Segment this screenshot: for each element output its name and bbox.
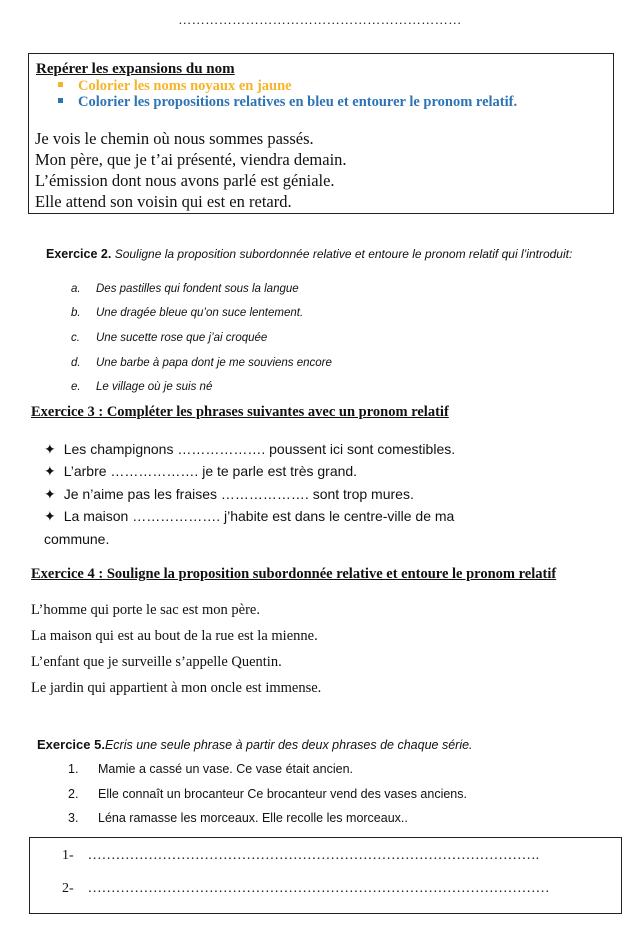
exercise-4-sentence: Le jardin qui appartient à mon oncle est immense.: [31, 680, 322, 696]
exercise-4-title: Exercice 4 : Souligne la proposition subordonnée relative et entoure le pronom relatif: [31, 566, 557, 582]
exercise-2-instruction: Exercice 2. Souligne la proposition subordonnée relative et entoure le pronom relatif qui l’introduit:: [46, 247, 573, 261]
sentence-1: Je vois le chemin où nous sommes passés.: [35, 129, 314, 148]
exercise-5-instruction: Exercice 5.Ecris une seule phrase à partir des deux phrases de chaque série.: [37, 737, 473, 752]
exercise-3-title: Exercice 3 : Compléter les phrases suivantes avec un pronom relatif: [31, 404, 449, 420]
square-bullet-icon: [58, 98, 63, 103]
exercise-3-line: ✦ L’arbre ………………. je te parle est très grand.: [44, 463, 358, 479]
exercise-3-continuation: commune.: [44, 531, 110, 547]
exercise-5-item: 2. Elle connaît un brocanteur Ce brocanteur vend des vases anciens.: [68, 787, 467, 801]
top-dotted-line: ………………………………………………………: [178, 12, 462, 27]
exercise-2-item: c. Une sucette rose que j’ai croquée: [71, 332, 268, 344]
exercise-3-line: ✦ Les champignons ………………. poussent ici sont comestibles.: [44, 441, 456, 457]
expansions-box: [28, 53, 614, 214]
sentence-4: Elle attend son voisin qui est en retard.: [35, 192, 292, 211]
exercise-2-item: a. Des pastilles qui fondent sous la langue: [71, 283, 299, 295]
star-bullet-icon: ✦: [44, 486, 56, 502]
exercise-2-label: Exercice 2.: [46, 247, 112, 261]
answer-line-1: 1- …………………………………………………………………………………….: [62, 848, 540, 863]
exercise-2-item: d. Une barbe à papa dont je me souviens encore: [71, 357, 332, 369]
star-bullet-icon: ✦: [44, 508, 56, 524]
bullet-blue: Colorier les propositions relatives en bleu et entourer le pronom relatif.: [58, 94, 517, 111]
answer-line-2: 2- ………………………………………………………………………………………: [62, 881, 550, 896]
expansions-title: Repérer les expansions du nom: [36, 61, 235, 77]
star-bullet-icon: ✦: [44, 463, 56, 479]
exercise-5-item: 3. Léna ramasse les morceaux. Elle recolle les morceaux..: [68, 811, 408, 825]
exercise-4-sentence: L’homme qui porte le sac est mon père.: [31, 602, 260, 618]
square-bullet-icon: [58, 82, 63, 87]
star-bullet-icon: ✦: [44, 441, 56, 457]
exercise-5-label: Exercice 5.: [37, 737, 105, 752]
exercise-4-sentence: La maison qui est au bout de la rue est la mienne.: [31, 628, 318, 644]
exercise-5-item: 1. Mamie a cassé un vase. Ce vase était ancien.: [68, 762, 353, 776]
exercise-3-line: ✦ Je n’aime pas les fraises ………………. sont trop mures.: [44, 486, 414, 502]
sentence-2: Mon père, que je t’ai présenté, viendra demain.: [35, 150, 347, 169]
exercise-4-sentence: L’enfant que je surveille s’appelle Quentin.: [31, 654, 282, 670]
exercise-2-item: b. Une dragée bleue qu’on suce lentement.: [71, 307, 304, 319]
sentence-3: L’émission dont nous avons parlé est géniale.: [35, 171, 335, 190]
exercise-2-item: e. Le village où je suis né: [71, 381, 213, 393]
exercise-3-line: ✦ La maison ………………. j’habite est dans le centre-ville de ma: [44, 508, 455, 524]
bullet-yellow: Colorier les noms noyaux en jaune: [58, 78, 292, 95]
answer-box: [29, 837, 622, 914]
